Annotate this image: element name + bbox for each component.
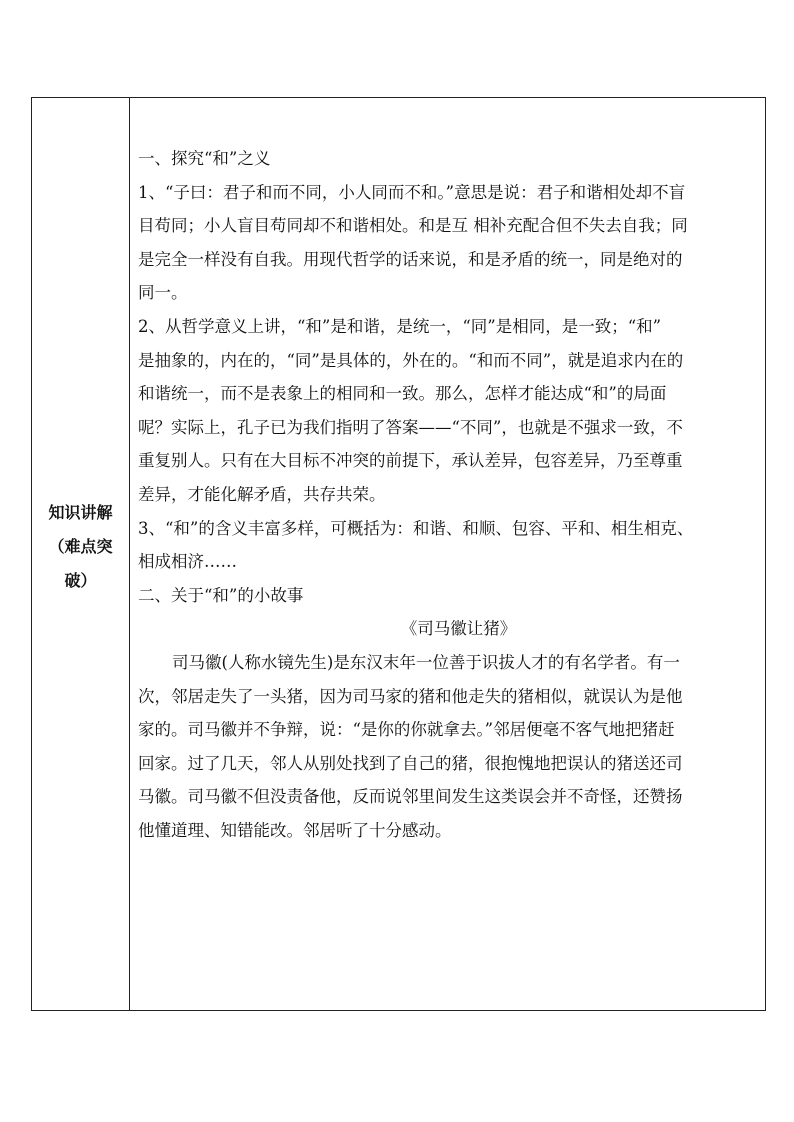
story-line: 马徽。司马徽不但没责备他，反而说邻里间发生这类误会并不奇怪，还赞扬 [138, 787, 683, 807]
paragraph-line: 差异，才能化解矛盾，共存共荣。 [138, 484, 386, 504]
story-line: 回家。过了几天，邻人从别处找到了自己的猪，很抱愧地把误认的猪送还司 [138, 753, 683, 773]
paragraph-line: 3、“和”的含义丰富多样，可概括为：和谐、和顺、包容、平和、相生相克、 [138, 518, 694, 538]
paragraph-line: 同一。 [138, 283, 188, 303]
heading-story: 二、关于“和”的小故事 [138, 585, 304, 605]
paragraph-line: 重复别人。只有在大目标不冲突的前提下，承认差异，包容差异，乃至尊重 [138, 451, 683, 471]
story-title: 《司马徽让猪》 [400, 619, 517, 639]
section-label-line: 知识讲解 [48, 503, 113, 522]
paragraph-line: 2、从哲学意义上讲，“和”是和谐，是统一，“同”是相同，是一致；“和” [138, 316, 662, 336]
paragraph-line: 相成相济…… [138, 552, 237, 572]
section-label-line: 破） [64, 571, 97, 590]
paragraph-line: 是抽象的，内在的，“同”是具体的，外在的。“和而不同”，就是追求内在的 [138, 350, 684, 370]
story-line: 他懂道理、知错能改。邻居听了十分感动。 [138, 820, 452, 840]
lesson-table [31, 97, 766, 1011]
story-line: 家的。司马徽并不争辩，说：“是你的你就拿去。”邻居便毫不客气地把猪赶 [138, 720, 675, 740]
heading-explore-he: 一、探究“和”之义 [138, 149, 271, 168]
story-line: 司马徽(人称水镜先生)是东汉末年一位善于识拔人才的有名学者。有一 [172, 652, 680, 672]
section-label-cell [32, 98, 130, 1010]
paragraph-line: 目苟同；小人盲目苟同却不和谐相处。和是互 相补充配合但不失去自我；同 [138, 216, 688, 236]
paragraph-line: 1、“子曰：君子和而不同，小人同而不和。”意思是说：君子和谐相处却不盲 [138, 182, 686, 202]
paragraph-line: 呢？实际上，孔子已为我们指明了答案——“不同”，也就是不强求一致，不 [138, 417, 683, 437]
paragraph-line: 是完全一样没有自我。用现代哲学的话来说，和是矛盾的统一，同是绝对的 [138, 249, 683, 269]
story-line: 次，邻居走失了一头猪，因为司马家的猪和他走失的猪相似，就误认为是他 [138, 686, 683, 706]
section-label [32, 496, 129, 598]
content-cell [130, 98, 765, 1010]
section-label-line: （难点突 [48, 537, 113, 556]
paragraph-line: 和谐统一，而不是表象上的相同和一致。那么，怎样才能达成“和”的局面 [138, 384, 667, 404]
